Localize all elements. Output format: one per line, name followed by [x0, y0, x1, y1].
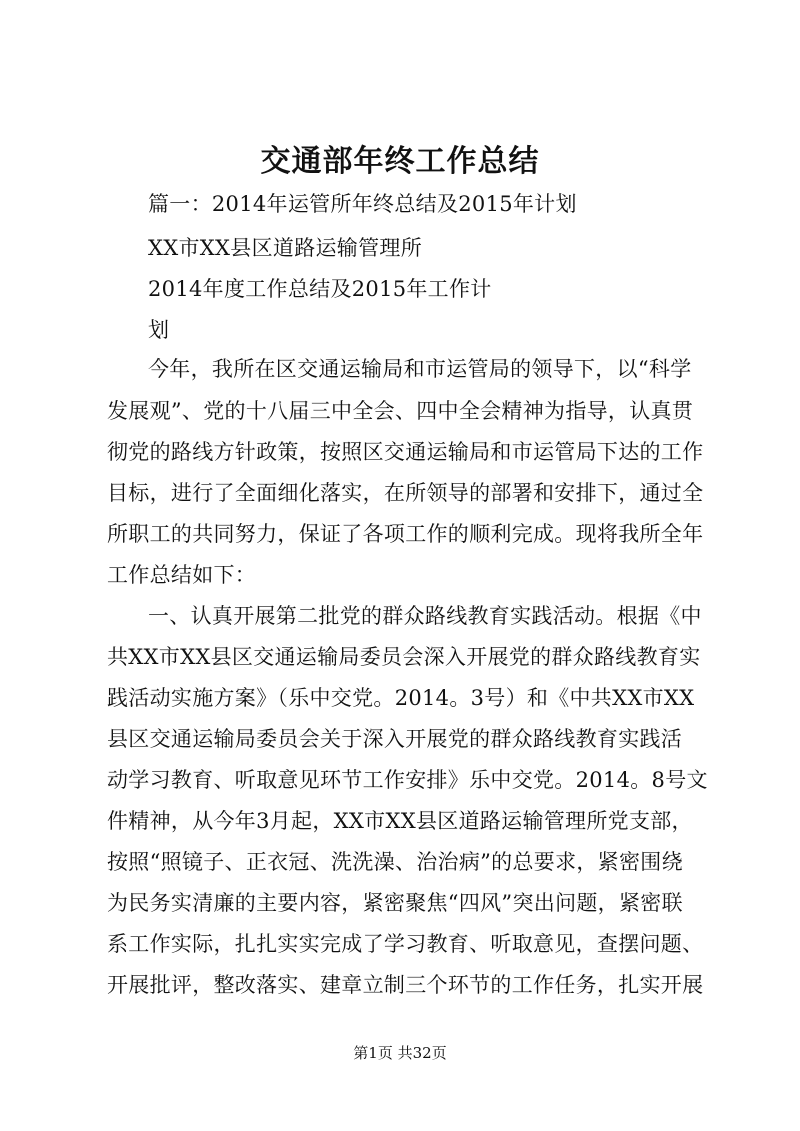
text-line: 篇一：2014年运管所年终总结及2015年计划: [148, 192, 577, 216]
text-line: 彻党的路线方针政策，按照区交通运输局和市运管局下达的工作: [107, 440, 704, 464]
page-footer: 第1页 共32页: [353, 1044, 447, 1062]
text-line: 践活动实施方案》（乐中交党。2014。3号）和《中共XX市XX: [107, 686, 695, 710]
text-line: 动学习教育、听取意见环节工作安排》乐中交党。2014。8号文: [107, 768, 708, 792]
text-line: XX市XX县区道路运输管理所: [148, 236, 422, 260]
text-line: 发展观”、党的十八届三中全会、四中全会精神为指导，认真贯: [107, 399, 694, 423]
text-line: 为民务实清廉的主要内容，紧密聚焦“四风”突出问题，紧密联: [107, 891, 683, 915]
text-line: 目标，进行了全面细化落实，在所领导的部署和安排下，通过全: [107, 481, 704, 505]
text-line: 按照“照镜子、正衣冠、洗洗澡、治治病”的总要求，紧密围绕: [107, 850, 683, 874]
text-line: 工作总结如下：: [107, 563, 257, 587]
text-line: 共XX市XX县区交通运输局委员会深入开展党的群众路线教育实: [107, 645, 701, 669]
text-line: 2014年度工作总结及2015年工作计: [148, 277, 492, 301]
text-line: 一、认真开展第二批党的群众路线教育实践活动。根据《中: [148, 604, 702, 628]
text-line: 开展批评，整改落实、建章立制三个环节的工作任务，扎实开展: [107, 973, 704, 997]
document-title: 交通部年终工作总结: [260, 144, 540, 179]
text-line: 系工作实际，扎扎实实完成了学习教育、听取意见，查摆问题、: [107, 932, 704, 956]
text-line: 县区交通运输局委员会关于深入开展党的群众路线教育实践活: [107, 727, 683, 751]
text-line: 件精神，从今年3月起，XX市XX县区道路运输管理所党支部，: [107, 809, 693, 833]
text-line: 划: [148, 318, 170, 342]
text-line: 今年，我所在区交通运输局和市运管局的领导下，以“科学: [148, 357, 692, 381]
text-line: 所职工的共同努力，保证了各项工作的顺利完成。现将我所全年: [107, 522, 704, 546]
